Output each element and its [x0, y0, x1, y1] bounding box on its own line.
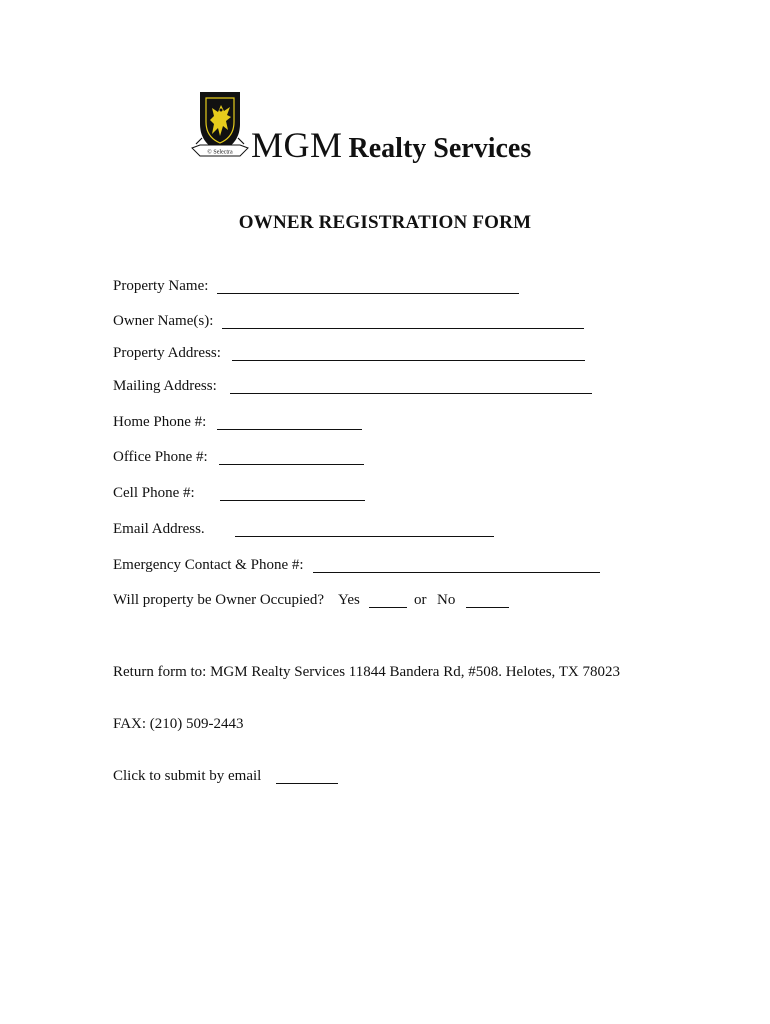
crest-logo [190, 90, 250, 162]
cell-phone-input-line[interactable] [220, 500, 365, 501]
property-name-input-line[interactable] [217, 293, 519, 294]
email-address-input-line[interactable] [235, 536, 494, 537]
property-address-field [113, 345, 588, 365]
yes-input-line[interactable] [369, 607, 407, 608]
owner-names-input-line[interactable] [222, 328, 584, 329]
brand-realty-services: Realty Services [348, 133, 532, 164]
emergency-contact-label: Emergency Contact & Phone #: [113, 557, 304, 573]
mailing-address-label: Mailing Address: [113, 378, 217, 394]
emergency-contact-input-line[interactable] [313, 572, 600, 573]
property-address-input-line[interactable] [232, 360, 585, 361]
property-address-label: Property Address: [113, 345, 221, 361]
property-name-label: Property Name: [113, 278, 209, 294]
owner-names-label: Owner Name(s): [113, 313, 214, 329]
owner-names-field [113, 313, 588, 333]
mailing-address-field [113, 378, 595, 398]
yes-label: Yes [338, 592, 360, 608]
fax-text: FAX: (210) 509-2443 [113, 716, 244, 732]
submit-by-email [113, 768, 353, 788]
home-phone-input-line[interactable] [217, 429, 362, 430]
brand-mgm: MGM [251, 125, 343, 165]
crest-motto: © Selectra [207, 149, 233, 156]
submit-by-email-link[interactable] [276, 783, 338, 784]
form-title: OWNER REGISTRATION FORM [238, 212, 532, 233]
owner-occupied-label: Will property be Owner Occupied? [113, 592, 324, 608]
owner-occupied-question [113, 592, 533, 612]
home-phone-field [113, 414, 368, 434]
email-address-label: Email Address. [113, 521, 205, 537]
office-phone-field [113, 449, 368, 469]
office-phone-label: Office Phone #: [113, 449, 208, 465]
return-form-text: Return form to: MGM Realty Services 11844 Bandera Rd, #508. Helotes, TX 78023 [113, 664, 621, 680]
mailing-address-input-line[interactable] [230, 393, 592, 394]
brand-name [251, 124, 531, 166]
cell-phone-field [113, 485, 370, 505]
no-input-line[interactable] [466, 607, 509, 608]
cell-phone-label: Cell Phone #: [113, 485, 195, 501]
property-name-field [113, 278, 523, 298]
no-label: No [437, 592, 456, 608]
emergency-contact-field [113, 557, 605, 577]
submit-by-email-label: Click to submit by email [113, 768, 262, 784]
home-phone-label: Home Phone #: [113, 414, 207, 430]
or-label: or [414, 592, 427, 608]
email-address-field [113, 521, 498, 541]
office-phone-input-line[interactable] [219, 464, 364, 465]
griffin-shield-icon [190, 90, 250, 162]
